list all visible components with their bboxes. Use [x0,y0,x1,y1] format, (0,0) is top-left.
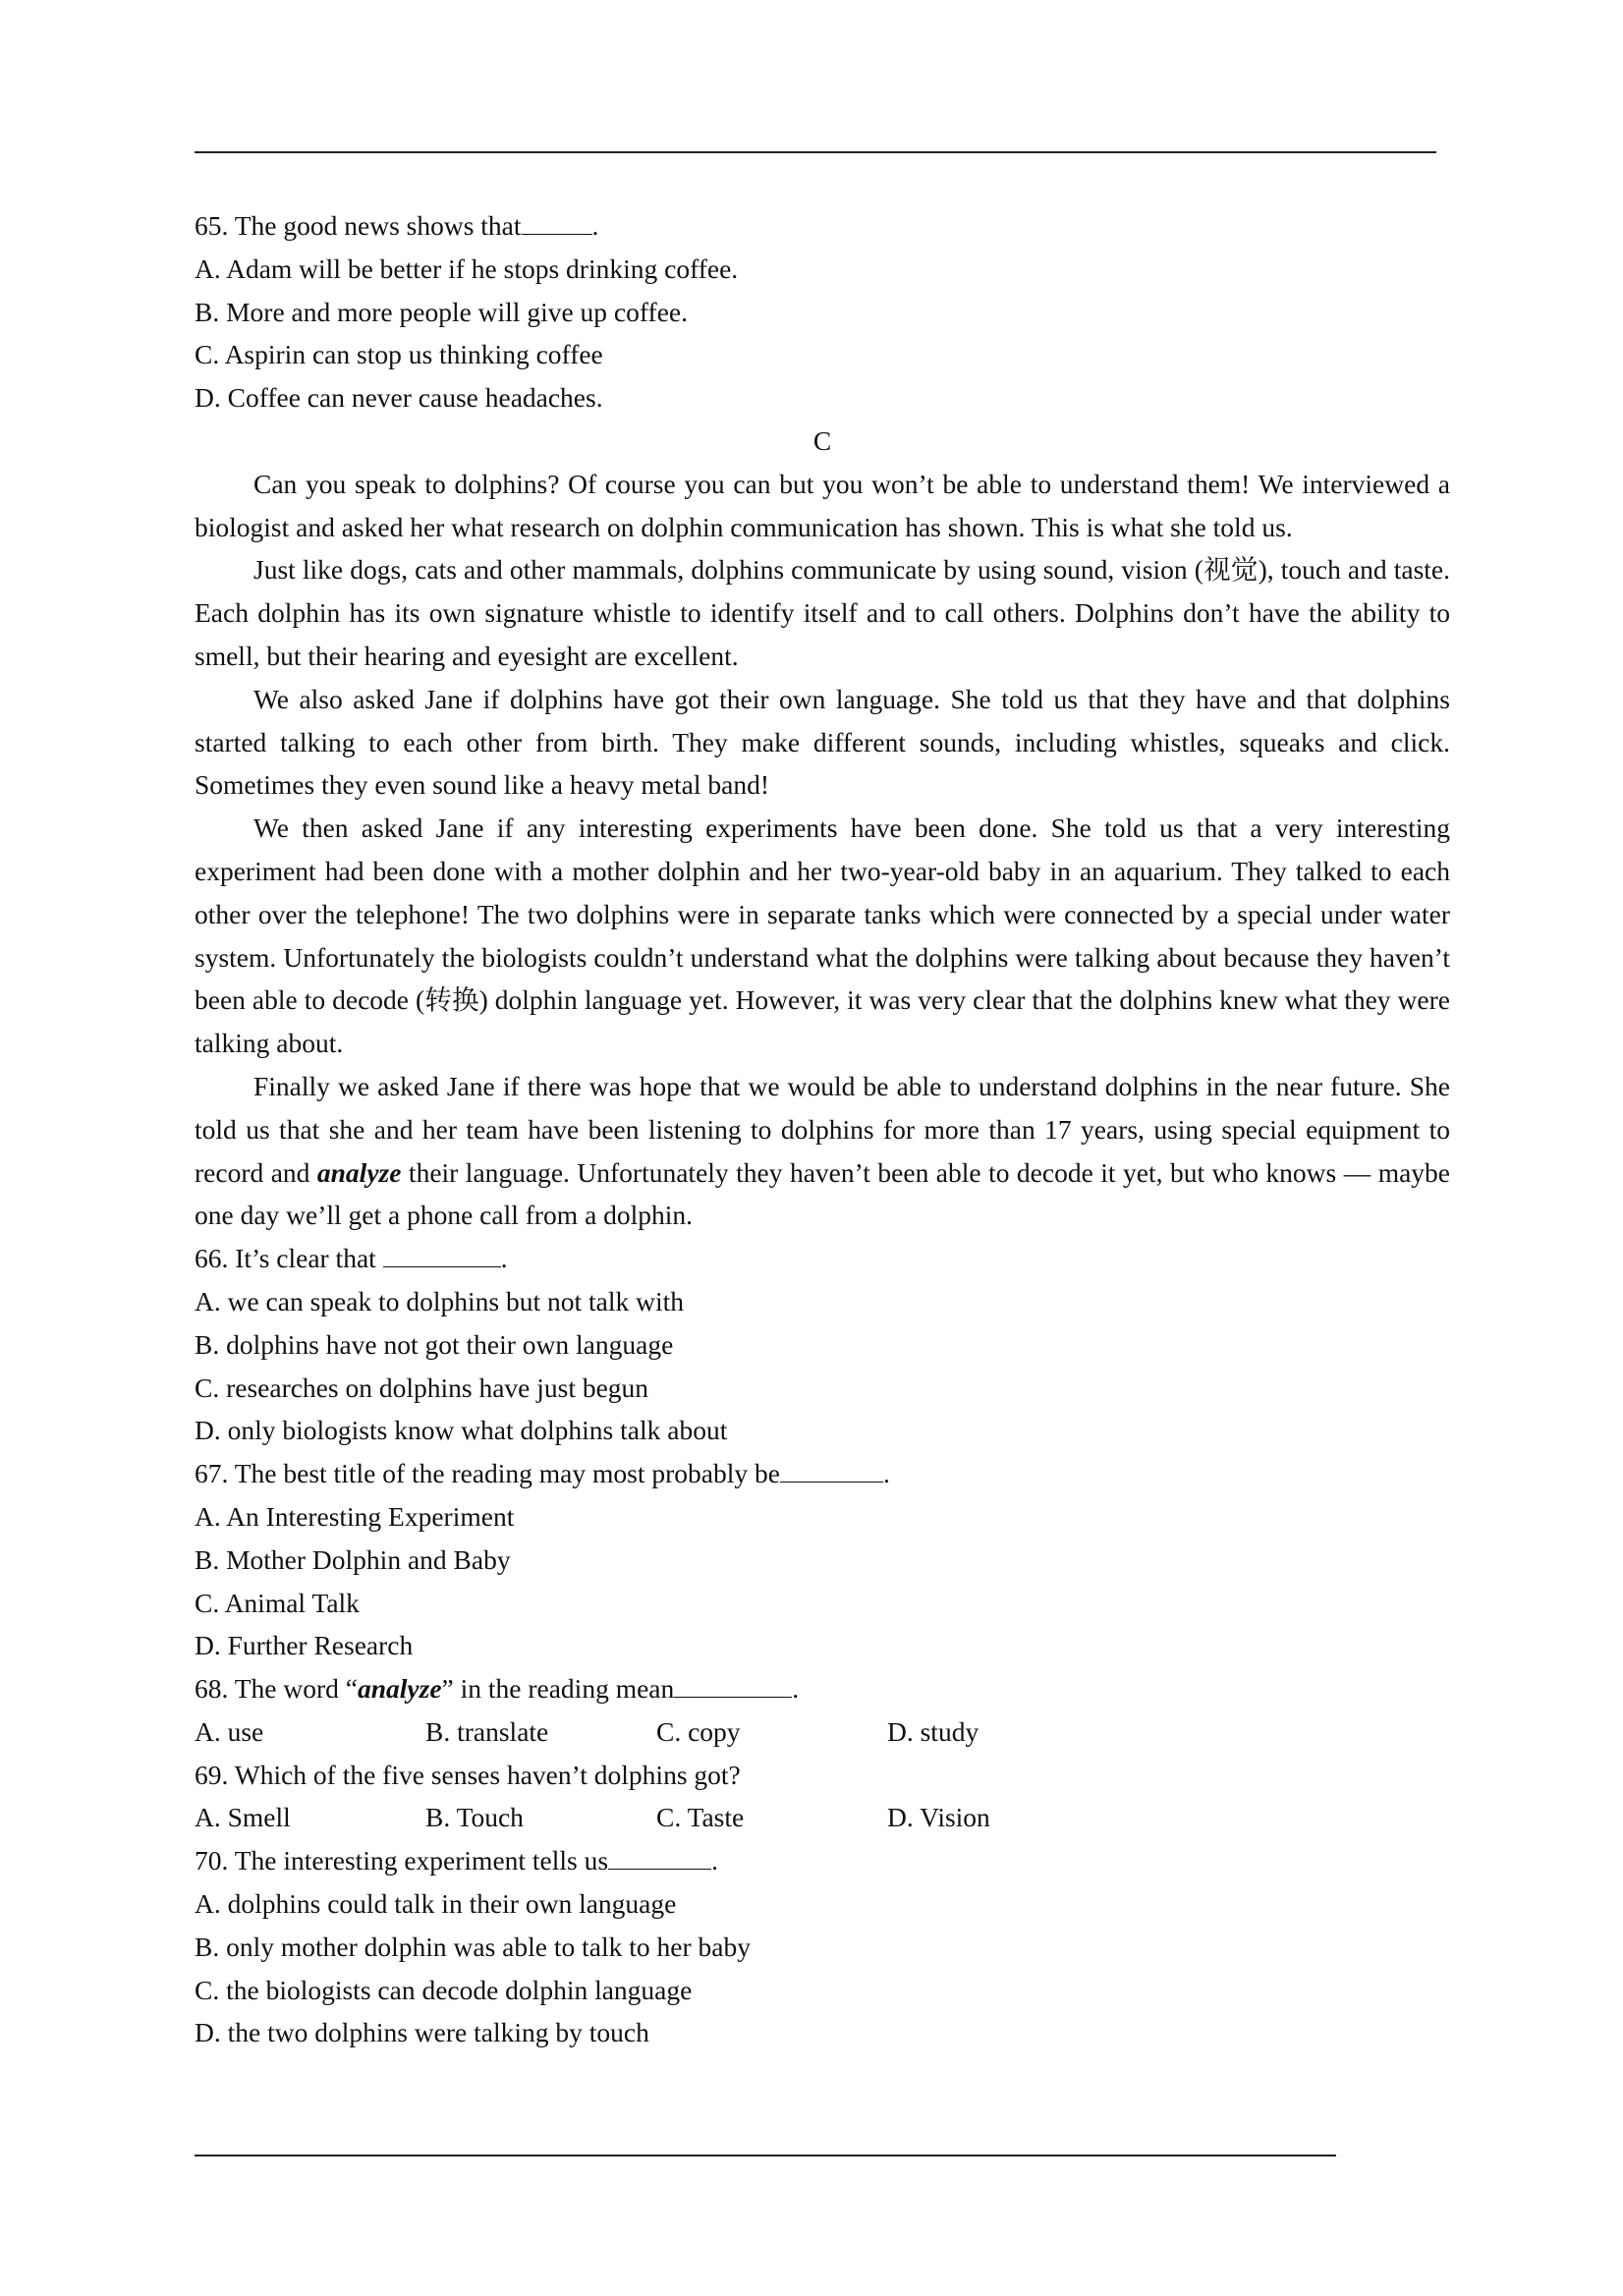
emphasis-analyze: analyze [357,1673,442,1705]
q67-stem: 67. The best title of the reading may most probably be [195,1458,780,1489]
passage-paragraph-5: Finally we asked Jane if there was hope that we would be able to understand dolphins in the near future. She told us that she and her team have been listening to dolphins for more than 17 years, using special equipment to record and analyze their language. Unfortunately they haven’t been able to decode it yet, but who knows — maybe one day we’ll get a phone call from a dolphin. [195,1070,1450,1231]
question-67: 67. The best title of the reading may most probably be . [195,1458,890,1489]
q66-option-a: A. we can speak to dolphins but not talk with [195,1285,684,1316]
question-68: 68. The word “analyze” in the reading mean . [195,1673,800,1705]
q70-option-c: C. the biologists can decode dolphin language [195,1974,693,2005]
passage-paragraph-1: Can you speak to dolphins? Of course you can but you won’t be able to understand them! We interviewed a biologist and asked her what research on dolphin communication has shown. This is what she told us. [195,468,1450,542]
q69-option-b: B. Touch [425,1802,524,1833]
answer-blank [383,1265,501,1267]
q65-option-b: B. More and more people will give up coffee. [195,296,688,327]
q66-stem: 66. It’s clear that [195,1243,383,1274]
q68-option-a: A. use [195,1715,264,1747]
page-content [195,204,1450,2054]
q65-option-a: A. Adam will be better if he stops drinking coffee. [195,252,739,284]
question-66: 66. It’s clear that . [195,1243,508,1274]
question-70: 70. The interesting experiment tells us . [195,1845,718,1876]
q65-option-d: D. Coffee can never cause headaches. [195,382,603,414]
q65-option-c: C. Aspirin can stop us thinking coffee [195,339,603,370]
q67-option-a: A. An Interesting Experiment [195,1500,515,1532]
q67-option-c: C. Animal Talk [195,1587,360,1618]
q69-options [195,1796,1450,1839]
q65-stem: 65. The good news shows that [195,210,522,241]
question-65: 65. The good news shows that . [195,210,599,241]
answer-blank [674,1696,792,1698]
footer-rule [195,2155,1336,2156]
q68-option-d: D. study [887,1715,979,1747]
passage-label: C [812,424,832,456]
header-rule [195,151,1436,153]
q70-stem: 70. The interesting experiment tells us [195,1845,609,1876]
q67-option-b: B. Mother Dolphin and Baby [195,1543,511,1575]
q69-option-d: D. Vision [887,1802,990,1833]
q69-option-c: C. Taste [656,1802,745,1833]
q70-option-a: A. dolphins could talk in their own language [195,1888,677,1920]
q70-option-b: B. only mother dolphin was able to talk to her baby [195,1931,751,1962]
q66-option-d: D. only biologists know what dolphins talk about [195,1415,728,1446]
passage-paragraph-3: We also asked Jane if dolphins have got their own language. She told us that they have and that dolphins started talking to each other from birth. They make different sounds, including whistles, squeaks and click. Sometimes they even sound like a heavy metal band! [195,683,1450,801]
q68-options [195,1710,1450,1754]
q69-option-a: A. Smell [195,1802,291,1833]
q68-option-b: B. translate [425,1715,549,1747]
question-69: 69. Which of the five senses haven’t dolphins got? [195,1759,741,1790]
answer-blank [522,233,592,235]
passage-paragraph-4: We then asked Jane if any interesting experiments have been done. She told us that a very interesting experiment had been done with a mother dolphin and her two-year-old baby in an aquarium. They talked to each other over the telephone! The two dolphins were in separate tanks which were connected by a special under water system. Unfortunately the biologists couldn’t understand what the dolphins were talking about because they haven’t been able to decode (转换) dolphin language yet. However, it was very clear that the dolphins knew what they were talking about. [195,812,1450,1059]
q66-option-b: B. dolphins have not got their own language [195,1328,674,1360]
passage-paragraph-2: Just like dogs, cats and other mammals, dolphins communicate by using sound, vision (视觉), touch and taste. Each dolphin has its own signature whistle to identify itself and to call others. Dolphins don’t have the ability to smell, but their hearing and eyesight are excellent. [195,554,1450,671]
answer-blank [608,1868,711,1870]
emphasis-analyze: analyze [316,1156,402,1188]
q68-option-c: C. copy [656,1715,741,1747]
q66-option-c: C. researches on dolphins have just begun [195,1372,649,1403]
answer-blank [780,1481,883,1483]
q67-option-d: D. Further Research [195,1630,414,1661]
q70-option-d: D. the two dolphins were talking by touch [195,2017,649,2048]
